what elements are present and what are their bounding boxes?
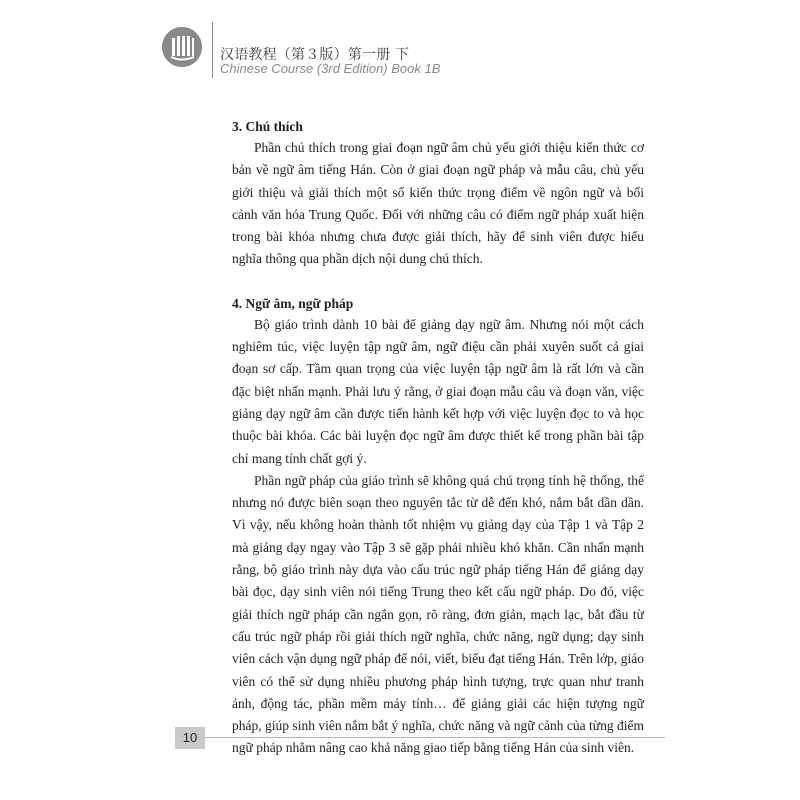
- paragraph: Phần chú thích trong giai đoạn ngữ âm chủ yếu giới thiệu kiến thức cơ bản về ngữ âm tiếng Hán. Còn ở giai đoạn ngữ pháp và mẫu câu, chủ yếu giới thiệu và giải thích một số kiến thức trọng điểm về ngôn ngữ và bối cảnh văn hóa Trung Quốc. Đối với những câu có điểm ngữ pháp xuất hiện trong bài khóa nhưng chưa được giải thích, hãy để sinh viên được hiểu nghĩa thông qua phần dịch nội dung chú thích.: [232, 140, 644, 267]
- footer-rule: [205, 737, 665, 738]
- page-body: [232, 117, 644, 760]
- page-number: 10: [175, 727, 205, 749]
- book-title-english: Chinese Course (3rd Edition) Book 1B: [220, 61, 441, 76]
- section-title-phonetics-grammar: 4. Ngữ âm, ngữ pháp: [232, 295, 354, 311]
- section-title-notes: 3. Chú thích: [232, 119, 303, 134]
- book-title-chinese: 汉语教程（第３版）第一册 下: [220, 47, 410, 63]
- book-logo-icon: [162, 27, 202, 67]
- paragraph: Phần ngữ pháp của giáo trình sẽ không quá chú trọng tính hệ thống, thế nhưng nó được biên soạn theo nguyên tắc từ dễ đến khó, nắm bắt dần dần. Vì vậy, nếu không hoàn thành tốt nhiệm vụ giảng dạy của Tập 1 và Tập 2 mà giảng dạy ngay vào Tập 3 sẽ gặp phải nhiều khó khăn. Cần nhấn mạnh rằng, bộ giáo trình này dựa vào cấu trúc ngữ pháp tiếng Hán để giảng dạy bài đọc, dạy sinh viên nói tiếng Trung theo kết cấu ngữ pháp. Do đó, việc giải thích ngữ pháp cần ngắn gọn, rõ ràng, đơn giản, mạch lạc, bắt đầu từ cấu trúc ngữ pháp rồi giải thích ngữ nghĩa, chức năng, ngữ dụng; dạy sinh viên cách vận dụng ngữ pháp để nói, viết, biểu đạt tiếng Hán. Trên lớp, giáo viên có thể sử dụng nhiều phương pháp hình tượng, trực quan như tranh ảnh, động tác, phần mềm máy tính… để giảng giải các hiện tượng ngữ pháp, giúp sinh viên nắm bắt ý nghĩa, chức năng và ngữ cảnh của từng điểm ngữ pháp nhằm nâng cao khả năng giao tiếp bằng tiếng Hán của sinh viên.: [232, 472, 644, 756]
- paragraph: Bộ giáo trình dành 10 bài để giảng dạy ngữ âm. Nhưng nói một cách nghiêm túc, việc luyện tập ngữ âm, ngữ điệu cần phải xuyên suốt cả giai đoạn sơ cấp. Tầm quan trọng của việc luyện tập ngữ âm là rất lớn và cần đặc biệt nhấn mạnh. Phải lưu ý rằng, ở giai đoạn mẫu câu và đoạn văn, việc giảng dạy ngữ âm cần được tiến hành kết hợp với việc luyện đọc to và học thuộc bài khóa. Các bài luyện đọc ngữ âm được thiết kế trong phần bài tập chỉ mang tính chất gợi ý.: [232, 316, 644, 466]
- header-divider: [212, 22, 213, 78]
